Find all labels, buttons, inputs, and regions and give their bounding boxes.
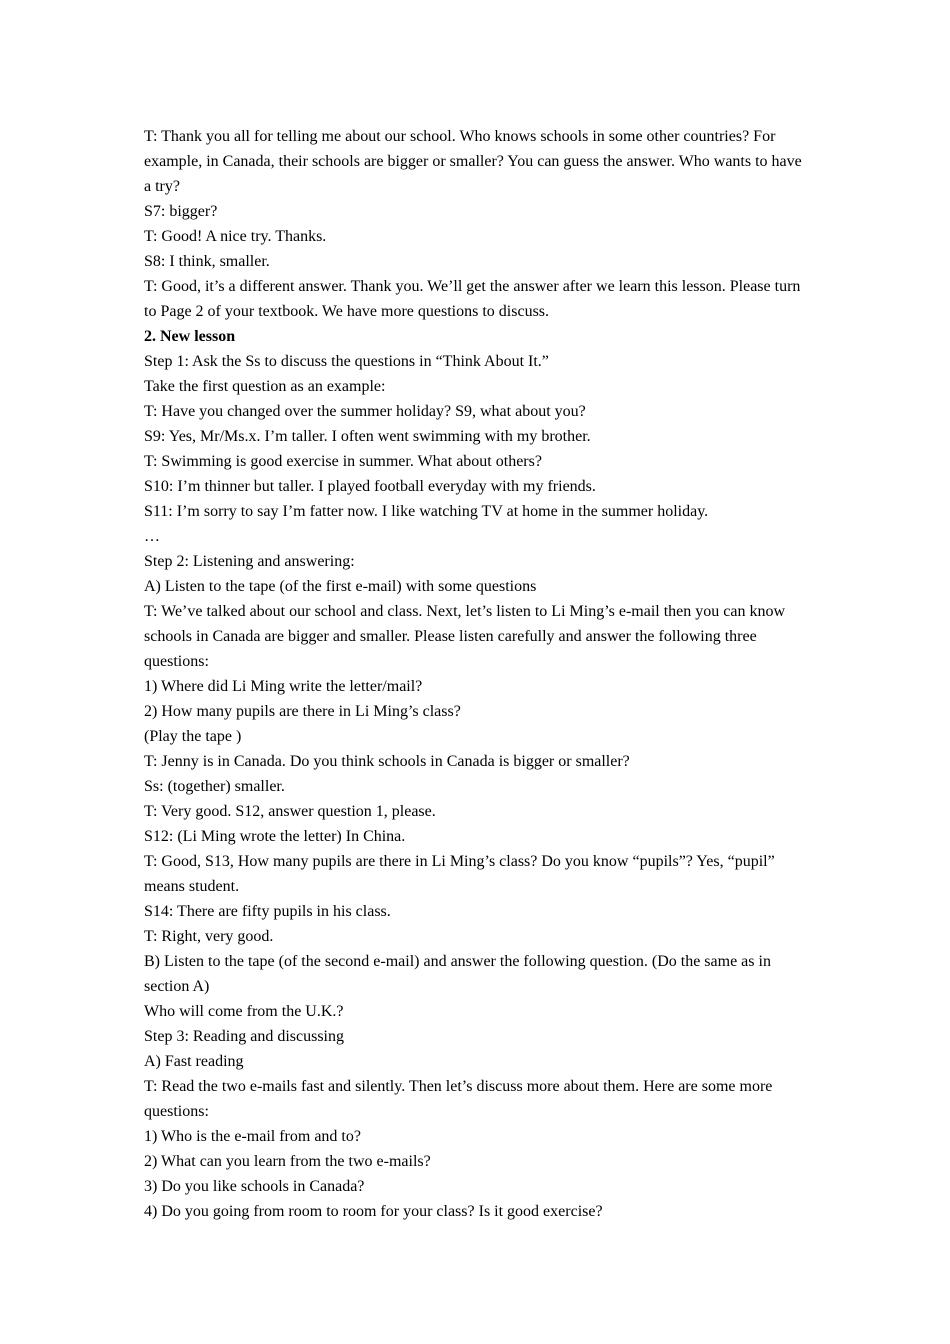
document-body (144, 124, 812, 1224)
stage-direction-line: (Play the tape ) (144, 728, 242, 745)
question-line: 4) Do you going from room to room for your class? Is it good exercise? (144, 1203, 603, 1220)
step-1-heading: Step 1: Ask the Ss to discuss the questions in “Think About It.” (144, 353, 549, 370)
dialogue-line-teacher: T: Very good. S12, answer question 1, please. (144, 803, 436, 820)
question-line: 1) Where did Li Ming write the letter/mail? (144, 678, 423, 695)
section-a-line: A) Listen to the tape (of the first e-mail) with some questions (144, 578, 537, 595)
step-2-heading: Step 2: Listening and answering: (144, 553, 355, 570)
dialogue-line-teacher: T: Jenny is in Canada. Do you think schools in Canada is bigger or smaller? (144, 753, 630, 770)
dialogue-line-s12: S12: (Li Ming wrote the letter) In China. (144, 828, 406, 845)
fast-reading-line: A) Fast reading (144, 1053, 244, 1070)
dialogue-line-teacher: T: Swimming is good exercise in summer. What about others? (144, 453, 542, 470)
question-line: 2) How many pupils are there in Li Ming’s class? (144, 703, 461, 720)
dialogue-line-teacher: T: Good, S13, How many pupils are there in Li Ming’s class? Do you know “pupils”? Yes, “pupil” means student. (144, 853, 775, 895)
dialogue-line-students: Ss: (together) smaller. (144, 778, 285, 795)
dialogue-line-teacher: T: Have you changed over the summer holiday? S9, what about you? (144, 403, 586, 420)
question-line: 3) Do you like schools in Canada? (144, 1178, 365, 1195)
dialogue-line-s14: S14: There are fifty pupils in his class. (144, 903, 391, 920)
section-b-line: B) Listen to the tape (of the second e-mail) and answer the following question. (Do the same as in section A) (144, 953, 771, 995)
instruction-line: Take the first question as an example: (144, 378, 386, 395)
question-line: 2) What can you learn from the two e-mails? (144, 1153, 431, 1170)
dialogue-line-teacher: T: Good, it’s a different answer. Thank you. We’ll get the answer after we learn this lesson. Please turn to Page 2 of your textbook. We have more questions to discuss. (144, 278, 801, 320)
section-heading-new-lesson: 2. New lesson (144, 328, 236, 345)
step-3-heading: Step 3: Reading and discussing (144, 1028, 344, 1045)
dialogue-line-s7: S7: bigger? (144, 203, 218, 220)
question-line: Who will come from the U.K.? (144, 1003, 344, 1020)
dialogue-line-s9: S9: Yes, Mr/Ms.x. I’m taller. I often went swimming with my brother. (144, 428, 591, 445)
paragraph-teacher-intro: T: Thank you all for telling me about our school. Who knows schools in some other countries? For example, in Canada, their schools are bigger or smaller? You can guess the answer. Who wants to have a try? (144, 128, 802, 195)
dialogue-line-s11: S11: I’m sorry to say I’m fatter now. I like watching TV at home in the summer holiday. (144, 503, 709, 520)
dialogue-line-s10: S10: I’m thinner but taller. I played football everyday with my friends. (144, 478, 596, 495)
dialogue-line-teacher: T: Read the two e-mails fast and silently. Then let’s discuss more about them. Here are some more questions: (144, 1078, 773, 1120)
dialogue-line-teacher: T: We’ve talked about our school and class. Next, let’s listen to Li Ming’s e-mail then you can know schools in Canada are bigger and smaller. Please listen carefully and answer the following three questions: (144, 603, 786, 670)
dialogue-line-teacher: T: Right, very good. (144, 928, 274, 945)
question-line: 1) Who is the e-mail from and to? (144, 1128, 361, 1145)
dialogue-line-teacher: T: Good! A nice try. Thanks. (144, 228, 327, 245)
dialogue-line-s8: S8: I think, smaller. (144, 253, 270, 270)
ellipsis-line: … (144, 528, 160, 545)
